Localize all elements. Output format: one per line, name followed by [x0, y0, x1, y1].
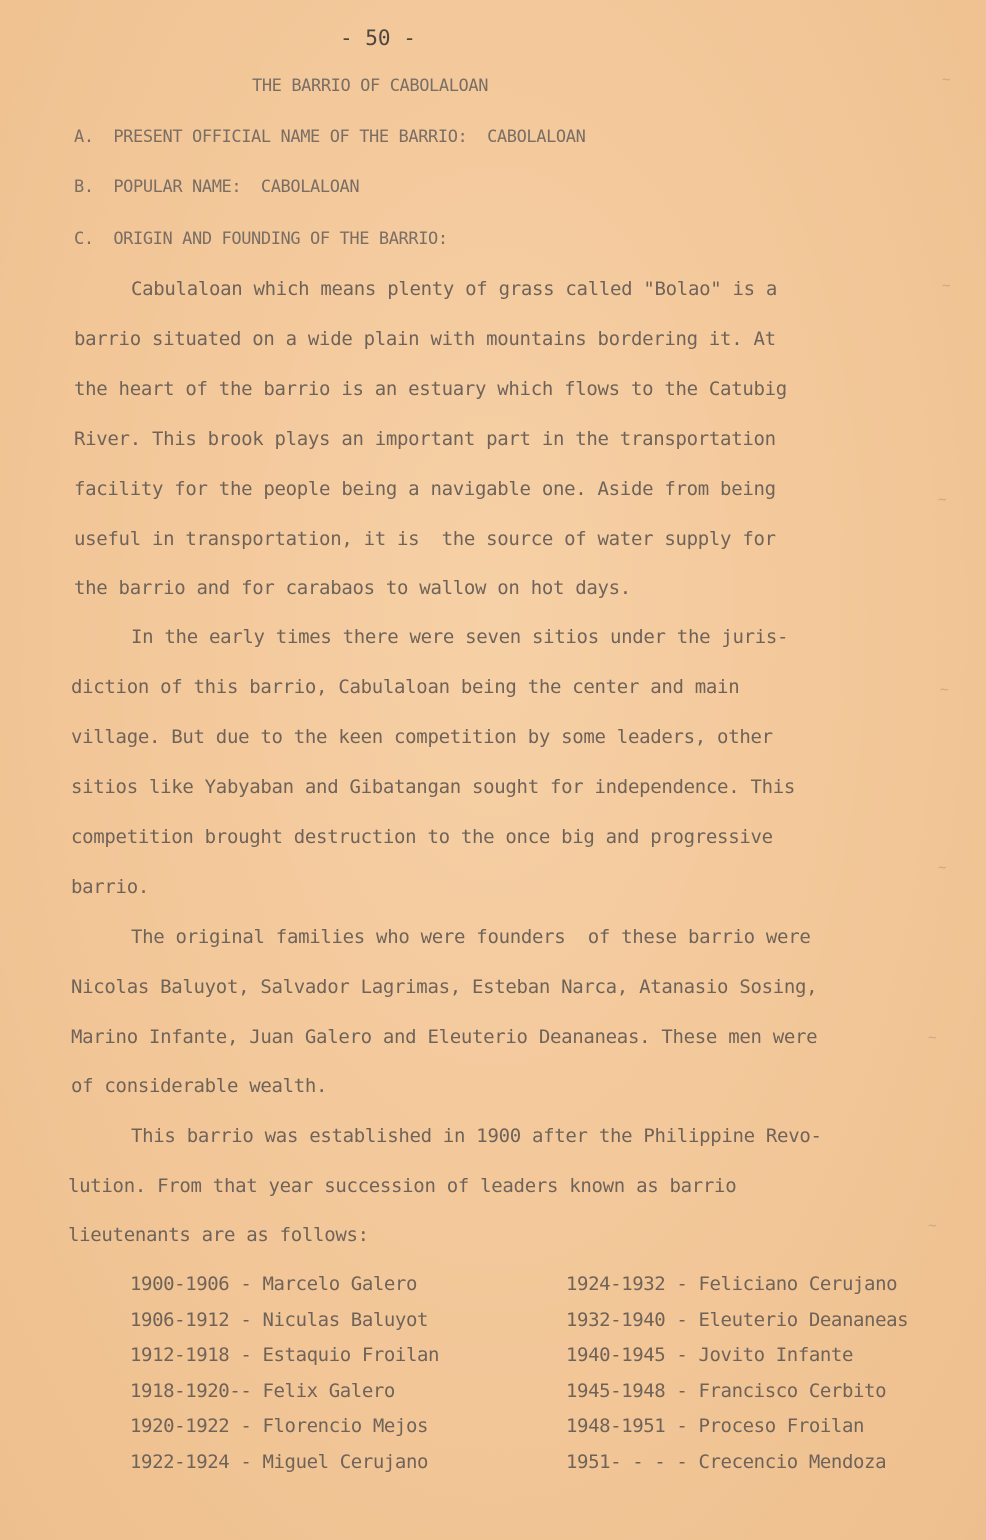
text-line: village. But due to the keen competition by some leaders, other [71, 726, 773, 748]
list-item: 1945-1948 - Francisco Cerbito [566, 1379, 887, 1402]
text-line: the heart of the barrio is an estuary which flows to the Catubig [74, 378, 787, 400]
text-line: diction of this barrio, Cabulaloan being the center and main [71, 676, 740, 698]
text-line: Cabulaloan which means plenty of grass called "Bolao" is a [131, 278, 778, 300]
list-item: 1940-1945 - Jovito Infante [566, 1344, 854, 1366]
list-item: 1918-1920-- Felix Galero [130, 1379, 395, 1402]
paper-blemish: ~ [938, 860, 947, 876]
list-item: 1924-1932 - Feliciano Cerujano [566, 1273, 898, 1295]
text-line: barrio situated on a wide plain with mountains bordering it. At [74, 328, 776, 350]
text-line: River. This brook plays an important part in the transportation [74, 428, 776, 450]
text-line: lieutenants are as follows: [68, 1224, 369, 1246]
page-title: THE BARRIO OF CABOLALOAN [252, 76, 489, 96]
paper-blemish: ~ [928, 1218, 937, 1234]
text-line: In the early times there were seven sitios under the juris- [131, 626, 789, 648]
text-line: sitios like Yabyaban and Gibatangan sought for independence. This [71, 776, 796, 798]
text-line: useful in transportation, it is the source of water supply for [74, 528, 776, 550]
text-line: facility for the people being a navigable one. Aside from being [74, 478, 776, 500]
paper-blemish: ~ [928, 1030, 937, 1046]
list-item: 1932-1940 - Eleuterio Deananeas [566, 1308, 909, 1331]
list-item: 1900-1906 - Marcelo Galero [130, 1273, 418, 1295]
section-c-heading: C. ORIGIN AND FOUNDING OF THE BARRIO: [74, 229, 448, 249]
paper-blemish: ~ [942, 72, 951, 88]
text-line: Nicolas Baluyot, Salvador Lagrimas, Esteban Narca, Atanasio Sosing, [71, 976, 818, 998]
page-number: - 50 - [340, 26, 416, 50]
text-line: the barrio and for carabaos to wallow on hot days. [74, 577, 631, 599]
list-item: 1922-1924 - Miguel Cerujano [130, 1450, 429, 1473]
list-item: 1906-1912 - Niculas Baluyot [130, 1308, 429, 1331]
text-line: Marino Infante, Juan Galero and Eleuterio Deananeas. These men were [71, 1026, 818, 1048]
text-line: barrio. [71, 876, 149, 898]
list-item: 1912-1918 - Estaquio Froilan [130, 1344, 440, 1366]
text-line: competition brought destruction to the once big and progressive [71, 826, 773, 848]
paper-blemish: ~ [942, 278, 951, 294]
text-line: This barrio was established in 1900 after the Philippine Revo- [131, 1125, 822, 1147]
text-line: The original families who were founders of these barrio were [131, 926, 811, 948]
lieutenants-list-right [566, 1272, 966, 1485]
list-item: 1951- - - - Crecencio Mendoza [566, 1450, 887, 1473]
list-item: 1920-1922 - Florencio Mejos [130, 1415, 429, 1437]
paper-blemish: ~ [938, 492, 947, 508]
section-b-heading: B. POPULAR NAME: CABOLALOAN [74, 177, 360, 197]
section-a-heading: A. PRESENT OFFICIAL NAME OF THE BARRIO: CABOLALOAN [74, 127, 586, 147]
lieutenants-list-left [130, 1272, 510, 1485]
text-line: of considerable wealth. [71, 1075, 328, 1097]
list-item: 1948-1951 - Proceso Froilan [566, 1415, 865, 1437]
text-line: lution. From that year succession of leaders known as barrio [68, 1175, 737, 1197]
paper-blemish: ~ [940, 682, 949, 698]
